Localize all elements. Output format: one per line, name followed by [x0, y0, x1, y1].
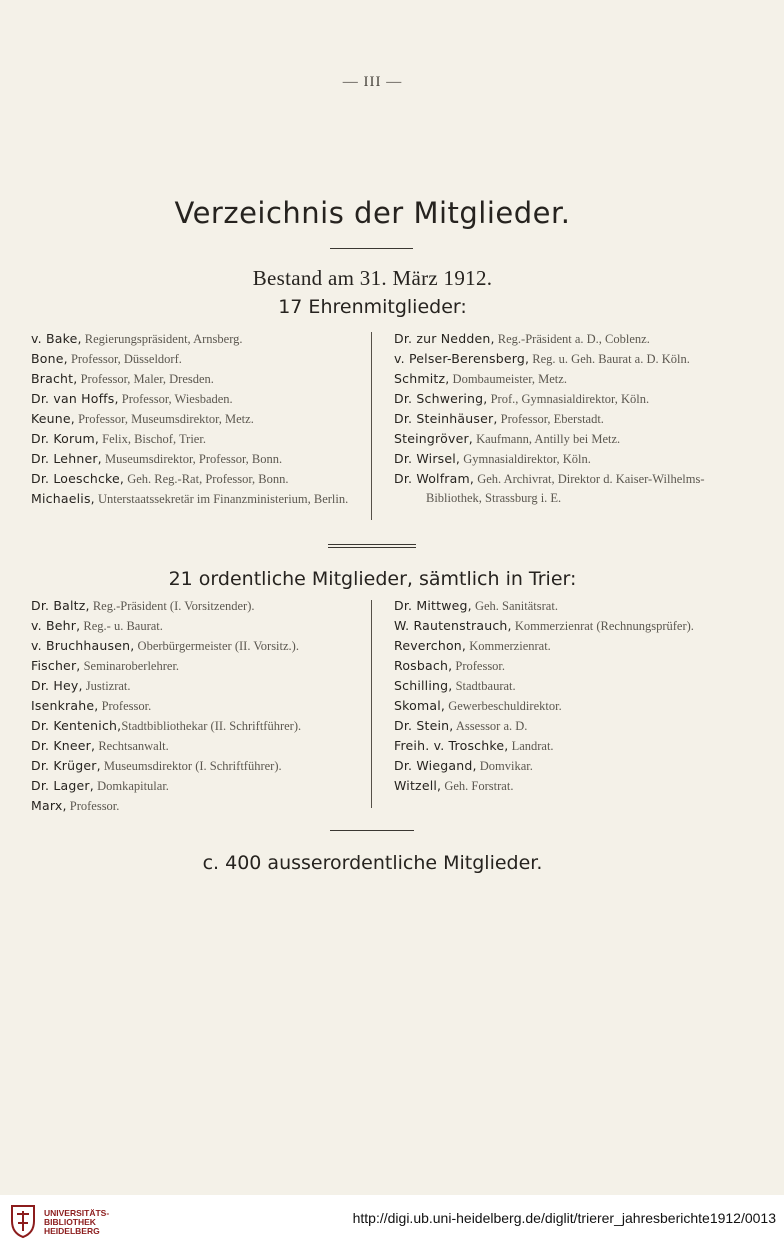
member-description: Landrat.: [508, 739, 554, 753]
member-name: Dr. Hey,: [31, 678, 83, 693]
member-description: Justizrat.: [82, 679, 131, 693]
member-entry: [31, 349, 361, 369]
member-entry: [394, 716, 729, 736]
member-name: Witzell,: [394, 778, 442, 793]
member-name: Michaelis,: [31, 491, 95, 506]
member-description: Domkapitular.: [93, 779, 169, 793]
member-description: Geh. Forstrat.: [441, 779, 514, 793]
member-description: Reg. u. Geh. Baurat a. D. Köln.: [529, 352, 690, 366]
member-description: Reg.-Präsident a. D., Coblenz.: [494, 332, 650, 346]
member-entry: [31, 409, 361, 429]
member-description: Professor.: [452, 659, 506, 673]
member-description: Dombaumeister, Metz.: [449, 372, 567, 386]
member-name: v. Bruchhausen,: [31, 638, 135, 653]
member-entry: [394, 429, 729, 449]
member-name: Dr. zur Nedden,: [394, 331, 495, 346]
logo-line-2: BIBLIOTHEK: [44, 1217, 96, 1227]
member-entry: [394, 656, 729, 676]
member-description: Professor, Eberstadt.: [497, 412, 604, 426]
member-description: Oberbürgermeister (II. Vorsitz.).: [134, 639, 299, 653]
source-url-link[interactable]: http://digi.ub.uni-heidelberg.de/diglit/trierer_jahresberichte1912/0013: [352, 1210, 776, 1226]
logo-line-1: UNIVERSITÄTS-: [44, 1208, 110, 1218]
subtitle: Bestand am 31. März 1912.: [252, 266, 493, 290]
member-description: Reg.- u. Baurat.: [80, 619, 163, 633]
member-name: Dr. Mittweg,: [394, 598, 472, 613]
footer-bar: [0, 1195, 784, 1249]
member-description: Kommerzienrat (Rechnungsprüfer).: [511, 619, 694, 633]
member-entry: [394, 449, 729, 469]
member-description: Professor, Maler, Dresden.: [77, 372, 214, 386]
member-description: Geh. Reg.-Rat, Professor, Bonn.: [124, 472, 289, 486]
member-entry: [394, 369, 729, 389]
honorary-right-column: [394, 329, 729, 508]
honorary-heading: 17 Ehrenmitglieder:: [278, 296, 467, 318]
member-entry: [394, 409, 729, 429]
member-entry: [31, 389, 361, 409]
ordinary-left-column: [31, 596, 366, 816]
member-entry: [31, 449, 361, 469]
member-description: Geh. Archivrat, Direktor d. Kaiser-Wilhelms-Bibliothek, Strassburg i. E.: [426, 472, 705, 505]
member-name: Dr. Schwering,: [394, 391, 488, 406]
member-name: Dr. Lehner,: [31, 451, 102, 466]
member-name: Reverchon,: [394, 638, 467, 653]
member-name: Dr. Wirsel,: [394, 451, 461, 466]
member-entry: [31, 329, 361, 349]
member-name: Dr. Wiegand,: [394, 758, 477, 773]
member-name: Freih. v. Troschke,: [394, 738, 509, 753]
member-entry: [31, 776, 366, 796]
member-name: Dr. Steinhäuser,: [394, 411, 498, 426]
member-name: Schilling,: [394, 678, 453, 693]
closing-rule: [330, 830, 414, 831]
member-description: Stadtbaurat.: [452, 679, 516, 693]
honorary-left-column: [31, 329, 361, 509]
member-description: Assessor a. D.: [453, 719, 528, 733]
member-name: Dr. Baltz,: [31, 598, 90, 613]
page-title: Verzeichnis der Mitglieder.: [174, 196, 571, 230]
member-name: Dr. Korum,: [31, 431, 99, 446]
member-description: Professor, Museumsdirektor, Metz.: [74, 412, 254, 426]
member-entry: [31, 696, 366, 716]
member-description: Museumsdirektor (I. Schriftführer).: [100, 759, 282, 773]
member-name: Rosbach,: [394, 658, 453, 673]
member-description: Prof., Gymnasialdirektor, Köln.: [487, 392, 650, 406]
member-description: Reg.-Präsident (I. Vorsitzender).: [89, 599, 255, 613]
member-description: Professor, Düsseldorf.: [67, 352, 182, 366]
title-rule: [330, 248, 413, 249]
member-name: Dr. Lager,: [31, 778, 94, 793]
member-entry: [31, 596, 366, 616]
member-description: Unterstaatssekretär im Finanzministerium, Berlin.: [94, 492, 349, 506]
member-entry: [31, 756, 366, 776]
member-name: Schmitz,: [394, 371, 450, 386]
member-description: Professor, Wiesbaden.: [118, 392, 233, 406]
member-entry: [394, 349, 729, 369]
member-name: Marx,: [31, 798, 67, 813]
member-entry: [394, 616, 729, 636]
member-name: Dr. Kneer,: [31, 738, 96, 753]
member-description: Gewerbeschuldirektor.: [445, 699, 562, 713]
honorary-divider: [371, 332, 372, 520]
member-entry: [394, 676, 729, 696]
member-name: Fischer,: [31, 658, 81, 673]
library-logo-icon: [8, 1203, 38, 1239]
ordinary-heading: 21 ordentliche Mitglieder, sämtlich in Trier:: [168, 568, 577, 590]
member-description: Seminaroberlehrer.: [80, 659, 180, 673]
ordinary-right-column: [394, 596, 729, 796]
page-number: — III —: [342, 74, 403, 90]
member-entry: [394, 696, 729, 716]
member-entry: [31, 636, 366, 656]
member-name: v. Bake,: [31, 331, 82, 346]
member-name: v. Behr,: [31, 618, 81, 633]
member-name: Dr. Wolfram,: [394, 471, 475, 486]
member-name: Dr. Loeschcke,: [31, 471, 125, 486]
member-entry: [394, 329, 729, 349]
member-description: Rechtsanwalt.: [95, 739, 169, 753]
extraordinary-heading: c. 400 ausserordentliche Mitglieder.: [202, 852, 543, 874]
member-entry: [31, 736, 366, 756]
member-name: Dr. Kentenich,: [31, 718, 122, 733]
member-name: Bone,: [31, 351, 68, 366]
member-name: v. Pelser-Berensberg,: [394, 351, 530, 366]
member-entry: [394, 636, 729, 656]
member-name: Dr. Stein,: [394, 718, 454, 733]
member-description: Geh. Sanitätsrat.: [471, 599, 558, 613]
member-entry: [394, 756, 729, 776]
member-entry: [31, 489, 361, 509]
member-description: Stadtbibliothekar (II. Schriftführer).: [121, 719, 302, 733]
member-name: Skomal,: [394, 698, 446, 713]
member-entry: [31, 616, 366, 636]
member-description: Kaufmann, Antilly bei Metz.: [472, 432, 621, 446]
member-description: Gymnasialdirektor, Köln.: [460, 452, 591, 466]
member-entry: [394, 389, 729, 409]
library-logo-text: [44, 1209, 109, 1236]
logo-line-3: HEIDELBERG: [44, 1226, 100, 1236]
member-description: Felix, Bischof, Trier.: [99, 432, 206, 446]
member-name: Isenkrahe,: [31, 698, 99, 713]
member-entry: [31, 676, 366, 696]
member-entry: [31, 656, 366, 676]
member-name: Dr. van Hoffs,: [31, 391, 119, 406]
member-entry: [31, 716, 366, 736]
member-description: Professor.: [98, 699, 152, 713]
member-entry: [31, 369, 361, 389]
member-description: Professor.: [66, 799, 120, 813]
member-entry: [394, 736, 729, 756]
ordinary-divider: [371, 600, 372, 808]
member-name: Bracht,: [31, 371, 78, 386]
member-entry: [31, 429, 361, 449]
section-divider: [328, 544, 416, 550]
member-entry: [31, 469, 361, 489]
member-entry: [394, 596, 729, 616]
member-name: Keune,: [31, 411, 75, 426]
member-entry: [394, 776, 729, 796]
member-entry: [31, 796, 366, 816]
member-name: Steingröver,: [394, 431, 473, 446]
member-entry: [394, 469, 729, 508]
member-description: Kommerzienrat.: [466, 639, 551, 653]
member-description: Museumsdirektor, Professor, Bonn.: [101, 452, 283, 466]
member-description: Regierungspräsident, Arnsberg.: [81, 332, 243, 346]
member-name: Dr. Krüger,: [31, 758, 101, 773]
member-name: W. Rautenstrauch,: [394, 618, 512, 633]
member-description: Domvikar.: [476, 759, 533, 773]
